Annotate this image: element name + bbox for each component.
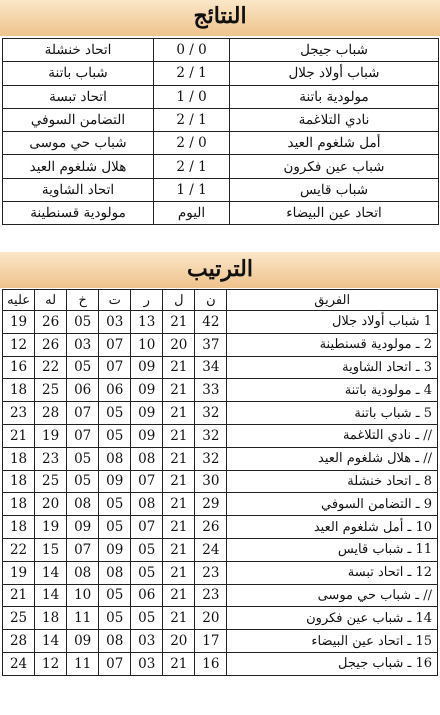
cell-points: 23 <box>195 584 227 607</box>
cell-goals-against: 21 <box>3 424 35 447</box>
standings-body <box>3 311 438 676</box>
away-team: اتحاد خنشلة <box>3 39 154 62</box>
cell-played: 20 <box>163 630 195 653</box>
standings-row <box>3 584 438 607</box>
cell-lost: 05 <box>67 356 99 379</box>
standings-row <box>3 379 438 402</box>
cell-goals-against: 18 <box>3 493 35 516</box>
cell-won: 09 <box>131 356 163 379</box>
cell-won: 09 <box>131 379 163 402</box>
cell-team: 10 ـ أمل شلغوم العيد <box>227 516 438 539</box>
cell-played: 21 <box>163 493 195 516</box>
results-body <box>3 39 439 225</box>
cell-goals-for: 26 <box>35 333 67 356</box>
results-row <box>3 39 439 62</box>
cell-points: 20 <box>195 607 227 630</box>
cell-goals-for: 19 <box>35 424 67 447</box>
cell-drawn: 05 <box>99 493 131 516</box>
cell-lost: 08 <box>67 493 99 516</box>
cell-goals-against: 24 <box>3 652 35 675</box>
home-team: شباب عين فكرون <box>230 155 439 178</box>
cell-drawn: 05 <box>99 607 131 630</box>
header-goals-for: له <box>35 290 67 311</box>
cell-won: 07 <box>131 470 163 493</box>
cell-drawn: 05 <box>99 424 131 447</box>
cell-lost: 03 <box>67 333 99 356</box>
cell-played: 21 <box>163 584 195 607</box>
header-points: ن <box>195 290 227 311</box>
cell-goals-against: 18 <box>3 470 35 493</box>
cell-lost: 07 <box>67 538 99 561</box>
cell-goals-against: 18 <box>3 379 35 402</box>
cell-goals-for: 22 <box>35 356 67 379</box>
cell-won: 06 <box>131 584 163 607</box>
cell-points: 32 <box>195 447 227 470</box>
cell-lost: 05 <box>67 447 99 470</box>
cell-played: 21 <box>163 652 195 675</box>
cell-team: 11 ـ شباب قايس <box>227 538 438 561</box>
cell-won: 08 <box>131 493 163 516</box>
away-team: شباب حي موسى <box>3 132 154 155</box>
away-team: مولودية قسنطينة <box>3 202 154 225</box>
home-team: شباب أولاد جلال <box>230 62 439 85</box>
away-team: التضامن السوفي <box>3 108 154 131</box>
standings-row <box>3 607 438 630</box>
cell-lost: 11 <box>67 607 99 630</box>
cell-points: 29 <box>195 493 227 516</box>
standings-row <box>3 561 438 584</box>
cell-drawn: 07 <box>99 333 131 356</box>
cell-lost: 09 <box>67 630 99 653</box>
cell-drawn: 05 <box>99 584 131 607</box>
cell-goals-against: 21 <box>3 584 35 607</box>
match-score: 2 / 1 <box>154 155 230 178</box>
cell-won: 13 <box>131 311 163 334</box>
cell-goals-for: 25 <box>35 470 67 493</box>
cell-played: 21 <box>163 379 195 402</box>
cell-drawn: 08 <box>99 561 131 584</box>
cell-points: 37 <box>195 333 227 356</box>
standings-row <box>3 356 438 379</box>
cell-team: 14 ـ شباب عين فكرون <box>227 607 438 630</box>
cell-played: 21 <box>163 356 195 379</box>
cell-played: 21 <box>163 470 195 493</box>
cell-goals-against: 18 <box>3 516 35 539</box>
cell-points: 16 <box>195 652 227 675</box>
cell-won: 03 <box>131 652 163 675</box>
standings-row <box>3 311 438 334</box>
cell-points: 32 <box>195 424 227 447</box>
cell-played: 21 <box>163 447 195 470</box>
cell-won: 05 <box>131 538 163 561</box>
standings-title: الترتيب <box>0 252 440 288</box>
cell-team: 9 ـ التضامن السوفي <box>227 493 438 516</box>
cell-lost: 07 <box>67 402 99 425</box>
cell-lost: 11 <box>67 652 99 675</box>
cell-goals-against: 19 <box>3 311 35 334</box>
cell-goals-for: 14 <box>35 561 67 584</box>
away-team: اتحاد تبسة <box>3 85 154 108</box>
cell-goals-for: 25 <box>35 379 67 402</box>
cell-drawn: 03 <box>99 311 131 334</box>
home-team: اتحاد عين البيضاء <box>230 202 439 225</box>
cell-team: 8 ـ اتحاد خنشلة <box>227 470 438 493</box>
results-row <box>3 202 439 225</box>
cell-drawn: 05 <box>99 402 131 425</box>
cell-goals-for: 18 <box>35 607 67 630</box>
cell-drawn: 09 <box>99 470 131 493</box>
cell-lost: 09 <box>67 516 99 539</box>
cell-goals-for: 26 <box>35 311 67 334</box>
standings-row <box>3 447 438 470</box>
results-row <box>3 132 439 155</box>
standings-row <box>3 538 438 561</box>
cell-won: 09 <box>131 424 163 447</box>
cell-points: 42 <box>195 311 227 334</box>
cell-team: 5 ـ شباب باتنة <box>227 402 438 425</box>
standings-header-row <box>3 290 438 311</box>
match-score: 2 / 0 <box>154 132 230 155</box>
cell-team: 16 ـ شباب جيجل <box>227 652 438 675</box>
cell-drawn: 08 <box>99 630 131 653</box>
cell-drawn: 05 <box>99 516 131 539</box>
cell-team: 4 ـ مولودية باتنة <box>227 379 438 402</box>
home-team: أمل شلغوم العيد <box>230 132 439 155</box>
match-score: 1 / 1 <box>154 178 230 201</box>
cell-won: 07 <box>131 516 163 539</box>
header-drawn: ت <box>99 290 131 311</box>
cell-goals-for: 12 <box>35 652 67 675</box>
results-table <box>2 38 439 225</box>
cell-played: 21 <box>163 424 195 447</box>
cell-goals-for: 20 <box>35 493 67 516</box>
cell-points: 34 <box>195 356 227 379</box>
cell-team: 1 شباب أولاد جلال <box>227 311 438 334</box>
cell-goals-against: 25 <box>3 607 35 630</box>
header-won: ر <box>131 290 163 311</box>
cell-goals-for: 23 <box>35 447 67 470</box>
results-title: النتائج <box>0 0 440 36</box>
cell-team: // ـ نادي التلاغمة <box>227 424 438 447</box>
cell-goals-for: 19 <box>35 516 67 539</box>
cell-goals-against: 18 <box>3 447 35 470</box>
cell-team: 15 ـ اتحاد عين البيضاء <box>227 630 438 653</box>
away-team: هلال شلغوم العيد <box>3 155 154 178</box>
results-row <box>3 108 439 131</box>
cell-goals-for: 15 <box>35 538 67 561</box>
cell-goals-against: 28 <box>3 630 35 653</box>
cell-lost: 07 <box>67 424 99 447</box>
cell-drawn: 07 <box>99 356 131 379</box>
cell-team: 12 ـ اتحاد تبسة <box>227 561 438 584</box>
cell-goals-against: 16 <box>3 356 35 379</box>
cell-goals-against: 22 <box>3 538 35 561</box>
match-score: 0 / 0 <box>154 39 230 62</box>
cell-won: 10 <box>131 333 163 356</box>
cell-won: 05 <box>131 607 163 630</box>
cell-drawn: 09 <box>99 538 131 561</box>
match-score: اليوم <box>154 202 230 225</box>
header-lost: خ <box>67 290 99 311</box>
header-goals-against: عليه <box>3 290 35 311</box>
home-team: نادي التلاغمة <box>230 108 439 131</box>
cell-points: 17 <box>195 630 227 653</box>
cell-points: 23 <box>195 561 227 584</box>
away-team: شباب باتنة <box>3 62 154 85</box>
match-score: 2 / 1 <box>154 62 230 85</box>
standings-table <box>2 289 438 676</box>
cell-played: 21 <box>163 561 195 584</box>
match-score: 1 / 0 <box>154 85 230 108</box>
cell-lost: 06 <box>67 379 99 402</box>
cell-points: 24 <box>195 538 227 561</box>
cell-drawn: 07 <box>99 652 131 675</box>
cell-goals-for: 28 <box>35 402 67 425</box>
cell-lost: 05 <box>67 470 99 493</box>
standings-row <box>3 402 438 425</box>
home-team: مولودية باتنة <box>230 85 439 108</box>
cell-played: 21 <box>163 538 195 561</box>
results-row <box>3 178 439 201</box>
standings-row <box>3 470 438 493</box>
cell-drawn: 06 <box>99 379 131 402</box>
match-score: 2 / 1 <box>154 108 230 131</box>
standings-row <box>3 493 438 516</box>
cell-won: 03 <box>131 630 163 653</box>
cell-won: 05 <box>131 561 163 584</box>
cell-points: 30 <box>195 470 227 493</box>
cell-played: 21 <box>163 516 195 539</box>
cell-goals-for: 14 <box>35 630 67 653</box>
cell-team: // ـ شباب حي موسى <box>227 584 438 607</box>
cell-points: 26 <box>195 516 227 539</box>
cell-won: 09 <box>131 402 163 425</box>
results-row <box>3 62 439 85</box>
cell-drawn: 08 <box>99 447 131 470</box>
standings-row <box>3 652 438 675</box>
cell-played: 21 <box>163 607 195 630</box>
cell-won: 08 <box>131 447 163 470</box>
cell-team: // ـ هلال شلغوم العيد <box>227 447 438 470</box>
standings-row <box>3 333 438 356</box>
standings-row <box>3 630 438 653</box>
results-row <box>3 155 439 178</box>
cell-team: 2 ـ مولودية قسنطينة <box>227 333 438 356</box>
cell-lost: 05 <box>67 311 99 334</box>
cell-goals-against: 19 <box>3 561 35 584</box>
home-team: شباب جيجل <box>230 39 439 62</box>
cell-goals-against: 12 <box>3 333 35 356</box>
cell-team: 3 ـ اتحاد الشاوية <box>227 356 438 379</box>
cell-goals-for: 14 <box>35 584 67 607</box>
header-played: ل <box>163 290 195 311</box>
results-row <box>3 85 439 108</box>
home-team: شباب قايس <box>230 178 439 201</box>
cell-played: 21 <box>163 311 195 334</box>
cell-points: 32 <box>195 402 227 425</box>
cell-goals-against: 23 <box>3 402 35 425</box>
cell-lost: 10 <box>67 584 99 607</box>
cell-lost: 08 <box>67 561 99 584</box>
standings-row <box>3 516 438 539</box>
away-team: اتحاد الشاوية <box>3 178 154 201</box>
cell-points: 33 <box>195 379 227 402</box>
standings-row <box>3 424 438 447</box>
cell-played: 21 <box>163 402 195 425</box>
header-team: الفريق <box>227 290 438 311</box>
cell-played: 20 <box>163 333 195 356</box>
